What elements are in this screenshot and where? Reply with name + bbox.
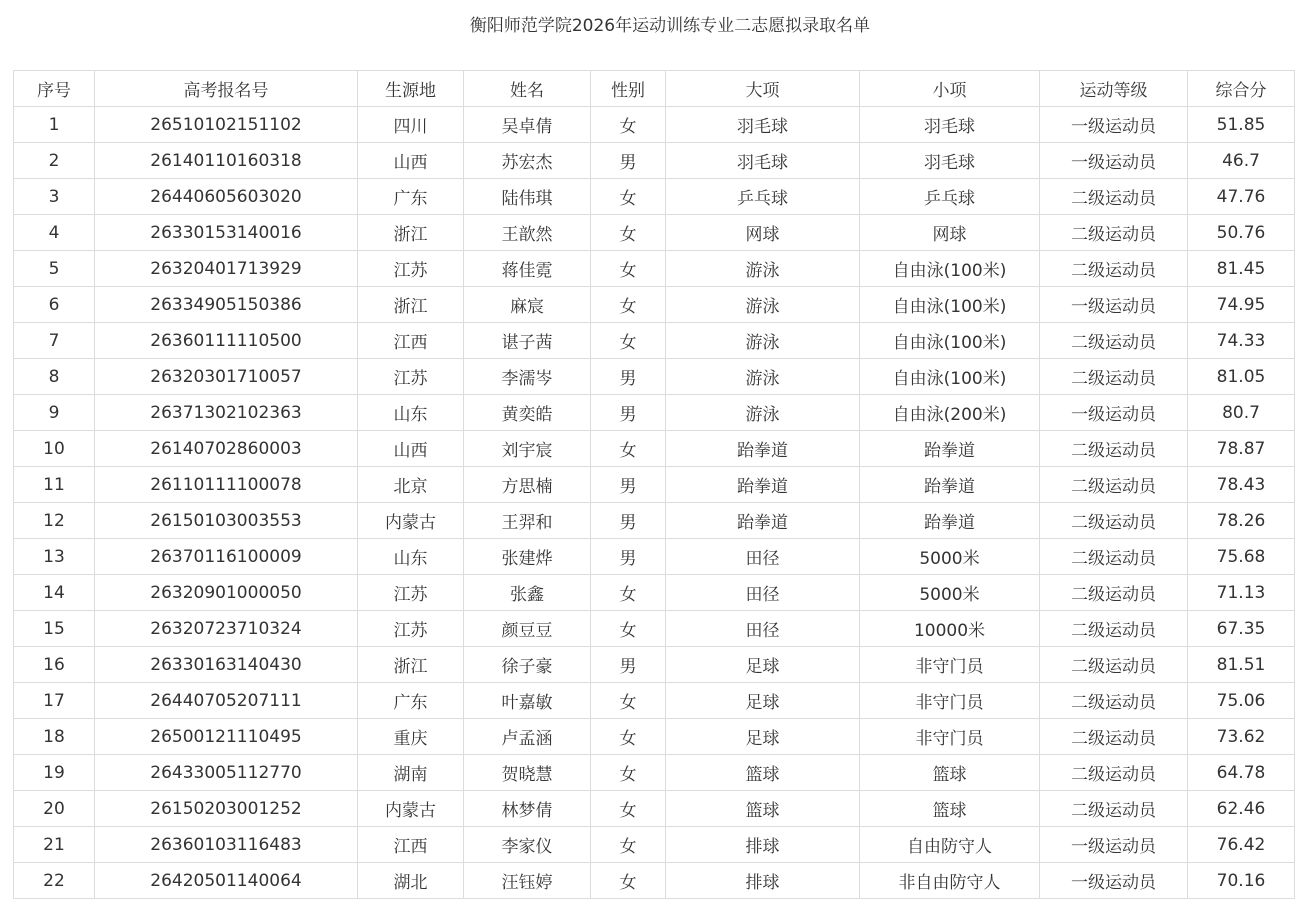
- table-row: [14, 287, 1295, 323]
- cell-col-name: 李濡岑: [464, 359, 591, 395]
- header-col-score: 综合分: [1188, 71, 1295, 107]
- cell-col-name: 吴卓倩: [464, 107, 591, 143]
- cell-col-origin: 江西: [358, 827, 464, 863]
- cell-col-index: 12: [14, 503, 95, 539]
- cell-col-name: 徐子豪: [464, 647, 591, 683]
- header-col-name: 姓名: [464, 71, 591, 107]
- cell-col-level: 二级运动员: [1040, 647, 1188, 683]
- header-col-sport: 大项: [666, 71, 860, 107]
- cell-col-score: 81.51: [1188, 647, 1295, 683]
- cell-col-event: 非守门员: [860, 647, 1040, 683]
- cell-col-exam-id: 26320723710324: [95, 611, 358, 647]
- cell-col-origin: 浙江: [358, 647, 464, 683]
- cell-col-index: 2: [14, 143, 95, 179]
- cell-col-gender: 女: [591, 791, 666, 827]
- cell-col-score: 78.43: [1188, 467, 1295, 503]
- table-row: [14, 395, 1295, 431]
- cell-col-index: 3: [14, 179, 95, 215]
- table-row: [14, 611, 1295, 647]
- cell-col-index: 18: [14, 719, 95, 755]
- table-row: [14, 215, 1295, 251]
- cell-col-exam-id: 26320401713929: [95, 251, 358, 287]
- cell-col-score: 74.95: [1188, 287, 1295, 323]
- cell-col-level: 二级运动员: [1040, 179, 1188, 215]
- cell-col-sport: 田径: [666, 539, 860, 575]
- cell-col-name: 蒋佳霓: [464, 251, 591, 287]
- table-row: [14, 323, 1295, 359]
- cell-col-exam-id: 26440605603020: [95, 179, 358, 215]
- cell-col-event: 自由泳(100米): [860, 359, 1040, 395]
- cell-col-level: 二级运动员: [1040, 467, 1188, 503]
- cell-col-score: 70.16: [1188, 863, 1295, 899]
- cell-col-level: 二级运动员: [1040, 539, 1188, 575]
- cell-col-gender: 女: [591, 683, 666, 719]
- cell-col-gender: 男: [591, 395, 666, 431]
- cell-col-level: 二级运动员: [1040, 683, 1188, 719]
- cell-col-level: 二级运动员: [1040, 215, 1188, 251]
- cell-col-exam-id: 26334905150386: [95, 287, 358, 323]
- cell-col-score: 62.46: [1188, 791, 1295, 827]
- cell-col-name: 林梦倩: [464, 791, 591, 827]
- cell-col-sport: 足球: [666, 719, 860, 755]
- cell-col-exam-id: 26330163140430: [95, 647, 358, 683]
- cell-col-event: 5000米: [860, 539, 1040, 575]
- cell-col-gender: 男: [591, 647, 666, 683]
- cell-col-gender: 女: [591, 179, 666, 215]
- cell-col-score: 81.05: [1188, 359, 1295, 395]
- table-row: [14, 539, 1295, 575]
- cell-col-index: 1: [14, 107, 95, 143]
- header-col-level: 运动等级: [1040, 71, 1188, 107]
- cell-col-name: 李家仪: [464, 827, 591, 863]
- table-row: [14, 251, 1295, 287]
- cell-col-score: 80.7: [1188, 395, 1295, 431]
- cell-col-index: 14: [14, 575, 95, 611]
- cell-col-event: 跆拳道: [860, 431, 1040, 467]
- cell-col-event: 自由防守人: [860, 827, 1040, 863]
- cell-col-name: 贺晓慧: [464, 755, 591, 791]
- cell-col-gender: 男: [591, 539, 666, 575]
- cell-col-sport: 乒乓球: [666, 179, 860, 215]
- cell-col-gender: 女: [591, 431, 666, 467]
- cell-col-exam-id: 26370116100009: [95, 539, 358, 575]
- cell-col-event: 10000米: [860, 611, 1040, 647]
- cell-col-gender: 女: [591, 611, 666, 647]
- cell-col-level: 二级运动员: [1040, 359, 1188, 395]
- cell-col-origin: 北京: [358, 467, 464, 503]
- table-header-row: [14, 71, 1295, 107]
- cell-col-score: 46.7: [1188, 143, 1295, 179]
- cell-col-sport: 田径: [666, 611, 860, 647]
- cell-col-sport: 篮球: [666, 791, 860, 827]
- cell-col-exam-id: 26360103116483: [95, 827, 358, 863]
- cell-col-name: 陆伟琪: [464, 179, 591, 215]
- cell-col-score: 78.87: [1188, 431, 1295, 467]
- cell-col-exam-id: 26510102151102: [95, 107, 358, 143]
- cell-col-index: 15: [14, 611, 95, 647]
- table-body: [14, 107, 1295, 899]
- cell-col-origin: 湖北: [358, 863, 464, 899]
- cell-col-score: 75.06: [1188, 683, 1295, 719]
- cell-col-level: 一级运动员: [1040, 863, 1188, 899]
- cell-col-sport: 羽毛球: [666, 143, 860, 179]
- cell-col-name: 张建烨: [464, 539, 591, 575]
- cell-col-event: 自由泳(100米): [860, 251, 1040, 287]
- cell-col-index: 11: [14, 467, 95, 503]
- cell-col-sport: 游泳: [666, 323, 860, 359]
- cell-col-sport: 跆拳道: [666, 467, 860, 503]
- cell-col-index: 9: [14, 395, 95, 431]
- cell-col-index: 8: [14, 359, 95, 395]
- cell-col-sport: 游泳: [666, 287, 860, 323]
- cell-col-score: 71.13: [1188, 575, 1295, 611]
- cell-col-index: 17: [14, 683, 95, 719]
- cell-col-gender: 男: [591, 359, 666, 395]
- cell-col-exam-id: 26110111100078: [95, 467, 358, 503]
- cell-col-event: 网球: [860, 215, 1040, 251]
- cell-col-score: 74.33: [1188, 323, 1295, 359]
- cell-col-sport: 羽毛球: [666, 107, 860, 143]
- cell-col-origin: 江苏: [358, 611, 464, 647]
- cell-col-sport: 排球: [666, 827, 860, 863]
- cell-col-event: 非自由防守人: [860, 863, 1040, 899]
- cell-col-level: 二级运动员: [1040, 719, 1188, 755]
- cell-col-event: 羽毛球: [860, 143, 1040, 179]
- cell-col-index: 20: [14, 791, 95, 827]
- cell-col-score: 51.85: [1188, 107, 1295, 143]
- cell-col-name: 刘宇宸: [464, 431, 591, 467]
- cell-col-name: 汪钰婷: [464, 863, 591, 899]
- table-row: [14, 683, 1295, 719]
- cell-col-exam-id: 26150103003553: [95, 503, 358, 539]
- header-col-gender: 性别: [591, 71, 666, 107]
- cell-col-score: 78.26: [1188, 503, 1295, 539]
- cell-col-exam-id: 26150203001252: [95, 791, 358, 827]
- cell-col-score: 64.78: [1188, 755, 1295, 791]
- cell-col-gender: 女: [591, 323, 666, 359]
- cell-col-score: 67.35: [1188, 611, 1295, 647]
- cell-col-origin: 江苏: [358, 575, 464, 611]
- table-row: [14, 503, 1295, 539]
- cell-col-level: 一级运动员: [1040, 395, 1188, 431]
- admission-table: [13, 70, 1295, 899]
- cell-col-exam-id: 26500121110495: [95, 719, 358, 755]
- cell-col-gender: 女: [591, 575, 666, 611]
- cell-col-gender: 男: [591, 143, 666, 179]
- cell-col-origin: 山西: [358, 431, 464, 467]
- cell-col-gender: 女: [591, 107, 666, 143]
- cell-col-gender: 女: [591, 755, 666, 791]
- table-row: [14, 143, 1295, 179]
- table-row: [14, 431, 1295, 467]
- cell-col-gender: 女: [591, 827, 666, 863]
- cell-col-exam-id: 26440705207111: [95, 683, 358, 719]
- cell-col-name: 黄奕皓: [464, 395, 591, 431]
- cell-col-gender: 男: [591, 467, 666, 503]
- cell-col-origin: 广东: [358, 683, 464, 719]
- cell-col-origin: 浙江: [358, 215, 464, 251]
- cell-col-exam-id: 26360111110500: [95, 323, 358, 359]
- cell-col-origin: 山西: [358, 143, 464, 179]
- cell-col-event: 乒乓球: [860, 179, 1040, 215]
- cell-col-gender: 女: [591, 215, 666, 251]
- cell-col-level: 二级运动员: [1040, 755, 1188, 791]
- cell-col-origin: 湖南: [358, 755, 464, 791]
- cell-col-event: 自由泳(200米): [860, 395, 1040, 431]
- cell-col-origin: 山东: [358, 395, 464, 431]
- cell-col-event: 跆拳道: [860, 467, 1040, 503]
- table-row: [14, 359, 1295, 395]
- cell-col-score: 50.76: [1188, 215, 1295, 251]
- cell-col-gender: 女: [591, 251, 666, 287]
- cell-col-level: 二级运动员: [1040, 575, 1188, 611]
- cell-col-name: 叶嘉敏: [464, 683, 591, 719]
- cell-col-event: 自由泳(100米): [860, 287, 1040, 323]
- cell-col-name: 方思楠: [464, 467, 591, 503]
- cell-col-name: 卢孟涵: [464, 719, 591, 755]
- cell-col-gender: 女: [591, 863, 666, 899]
- admission-table-container: [13, 70, 1294, 899]
- header-col-origin: 生源地: [358, 71, 464, 107]
- cell-col-origin: 四川: [358, 107, 464, 143]
- cell-col-name: 麻宸: [464, 287, 591, 323]
- cell-col-name: 张鑫: [464, 575, 591, 611]
- cell-col-origin: 广东: [358, 179, 464, 215]
- cell-col-index: 13: [14, 539, 95, 575]
- cell-col-name: 谌子茜: [464, 323, 591, 359]
- cell-col-sport: 游泳: [666, 395, 860, 431]
- cell-col-event: 非守门员: [860, 683, 1040, 719]
- cell-col-sport: 网球: [666, 215, 860, 251]
- cell-col-gender: 男: [591, 503, 666, 539]
- table-row: [14, 179, 1295, 215]
- cell-col-origin: 江西: [358, 323, 464, 359]
- table-row: [14, 575, 1295, 611]
- cell-col-level: 一级运动员: [1040, 143, 1188, 179]
- cell-col-sport: 足球: [666, 647, 860, 683]
- table-row: [14, 755, 1295, 791]
- cell-col-level: 二级运动员: [1040, 503, 1188, 539]
- cell-col-origin: 江苏: [358, 359, 464, 395]
- cell-col-name: 苏宏杰: [464, 143, 591, 179]
- cell-col-origin: 浙江: [358, 287, 464, 323]
- cell-col-exam-id: 26371302102363: [95, 395, 358, 431]
- cell-col-index: 21: [14, 827, 95, 863]
- cell-col-index: 16: [14, 647, 95, 683]
- cell-col-score: 47.76: [1188, 179, 1295, 215]
- cell-col-origin: 江苏: [358, 251, 464, 287]
- cell-col-name: 王羿和: [464, 503, 591, 539]
- header-col-event: 小项: [860, 71, 1040, 107]
- cell-col-gender: 女: [591, 287, 666, 323]
- cell-col-exam-id: 26140110160318: [95, 143, 358, 179]
- table-row: [14, 719, 1295, 755]
- table-row: [14, 827, 1295, 863]
- table-row: [14, 467, 1295, 503]
- cell-col-index: 6: [14, 287, 95, 323]
- table-row: [14, 107, 1295, 143]
- cell-col-sport: 田径: [666, 575, 860, 611]
- cell-col-exam-id: 26433005112770: [95, 755, 358, 791]
- cell-col-sport: 篮球: [666, 755, 860, 791]
- table-row: [14, 647, 1295, 683]
- cell-col-sport: 跆拳道: [666, 431, 860, 467]
- cell-col-level: 一级运动员: [1040, 827, 1188, 863]
- cell-col-index: 4: [14, 215, 95, 251]
- table-row: [14, 863, 1295, 899]
- cell-col-event: 非守门员: [860, 719, 1040, 755]
- cell-col-event: 跆拳道: [860, 503, 1040, 539]
- cell-col-gender: 女: [591, 719, 666, 755]
- cell-col-level: 二级运动员: [1040, 791, 1188, 827]
- cell-col-exam-id: 26420501140064: [95, 863, 358, 899]
- cell-col-exam-id: 26140702860003: [95, 431, 358, 467]
- cell-col-origin: 内蒙古: [358, 791, 464, 827]
- cell-col-index: 10: [14, 431, 95, 467]
- cell-col-exam-id: 26320301710057: [95, 359, 358, 395]
- cell-col-index: 5: [14, 251, 95, 287]
- cell-col-event: 篮球: [860, 791, 1040, 827]
- cell-col-sport: 跆拳道: [666, 503, 860, 539]
- cell-col-level: 二级运动员: [1040, 431, 1188, 467]
- cell-col-sport: 排球: [666, 863, 860, 899]
- cell-col-score: 76.42: [1188, 827, 1295, 863]
- cell-col-sport: 游泳: [666, 251, 860, 287]
- cell-col-exam-id: 26330153140016: [95, 215, 358, 251]
- cell-col-event: 羽毛球: [860, 107, 1040, 143]
- cell-col-origin: 内蒙古: [358, 503, 464, 539]
- cell-col-event: 自由泳(100米): [860, 323, 1040, 359]
- header-col-index: 序号: [14, 71, 95, 107]
- cell-col-level: 一级运动员: [1040, 107, 1188, 143]
- table-row: [14, 791, 1295, 827]
- cell-col-sport: 足球: [666, 683, 860, 719]
- cell-col-name: 王歆然: [464, 215, 591, 251]
- cell-col-origin: 重庆: [358, 719, 464, 755]
- cell-col-name: 颜豆豆: [464, 611, 591, 647]
- cell-col-level: 一级运动员: [1040, 287, 1188, 323]
- cell-col-origin: 山东: [358, 539, 464, 575]
- cell-col-index: 22: [14, 863, 95, 899]
- cell-col-level: 二级运动员: [1040, 611, 1188, 647]
- cell-col-index: 19: [14, 755, 95, 791]
- cell-col-event: 5000米: [860, 575, 1040, 611]
- page-title: 衡阳师范学院2026年运动训练专业二志愿拟录取名单: [469, 16, 871, 36]
- cell-col-level: 二级运动员: [1040, 323, 1188, 359]
- cell-col-score: 73.62: [1188, 719, 1295, 755]
- header-col-exam-id: 高考报名号: [95, 71, 358, 107]
- cell-col-score: 81.45: [1188, 251, 1295, 287]
- cell-col-index: 7: [14, 323, 95, 359]
- cell-col-score: 75.68: [1188, 539, 1295, 575]
- cell-col-sport: 游泳: [666, 359, 860, 395]
- cell-col-event: 篮球: [860, 755, 1040, 791]
- cell-col-level: 二级运动员: [1040, 251, 1188, 287]
- cell-col-exam-id: 26320901000050: [95, 575, 358, 611]
